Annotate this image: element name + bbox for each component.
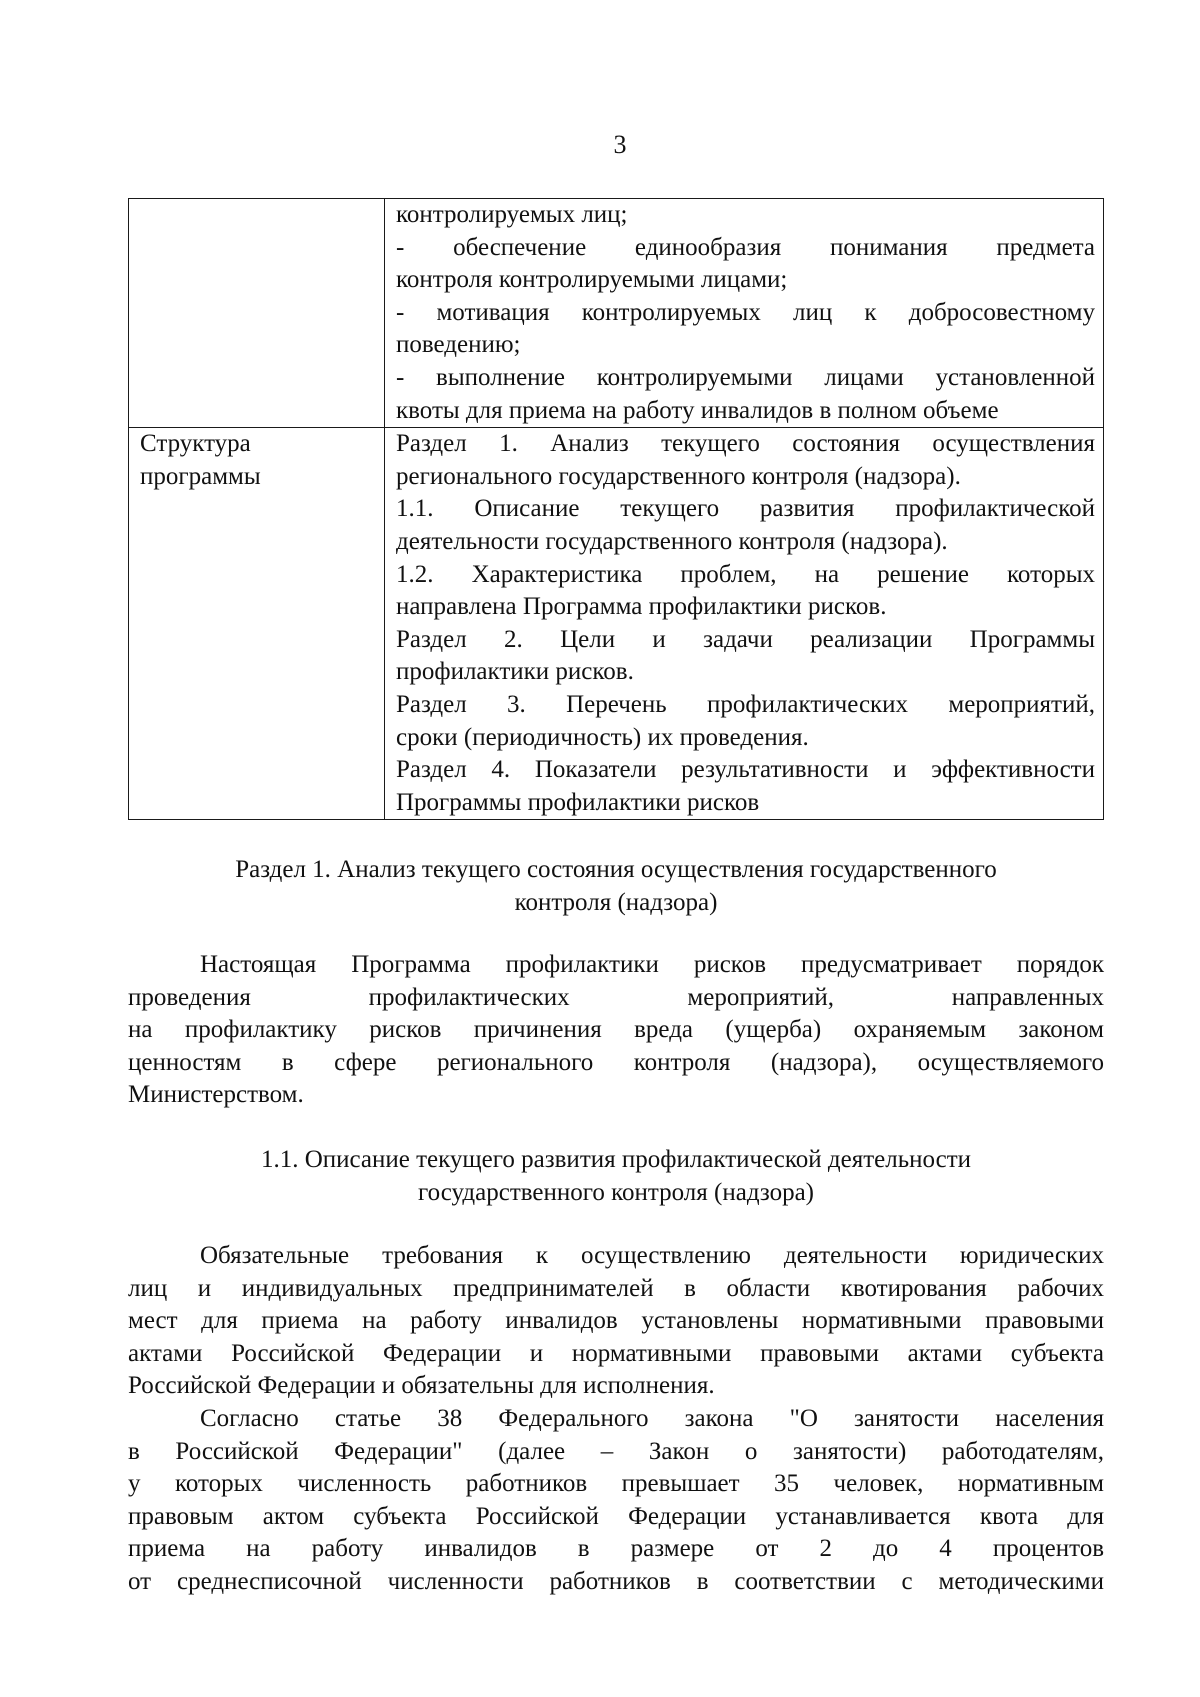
- heading-line: контроля (надзора): [514, 888, 718, 916]
- row-label-empty: [129, 199, 385, 428]
- structure-line: деятельности государственного контроля (надзора).: [396, 527, 948, 555]
- structure-line: Раздел 2. Цели и задачи реализации Программы: [396, 625, 1095, 653]
- heading-line: государственного контроля (надзора): [417, 1178, 815, 1206]
- structure-line: Раздел 4. Показатели результативности и эффективности: [396, 756, 1095, 784]
- paragraph-line: приема на работу инвалидов в размере от 2 до 4 процентов: [128, 1535, 1104, 1563]
- structure-label-line: программы: [140, 462, 261, 490]
- page-number: 3: [613, 130, 627, 159]
- structure-line: регионального государственного контроля (надзора).: [396, 462, 961, 490]
- paragraph-line: мест для приема на работу инвалидов установлены нормативными правовыми: [128, 1307, 1104, 1335]
- paragraph-line: от среднесписочной численности работников в соответствии с методическими: [128, 1567, 1104, 1595]
- paragraph-line: актами Российской Федерации и нормативными правовыми актами субъекта: [128, 1339, 1104, 1367]
- paragraph-line: ценностям в сфере регионального контроля (надзора), осуществляемого: [128, 1048, 1104, 1076]
- goals-line: - обеспечение единообразия понимания предмета: [396, 233, 1095, 261]
- structure-line: 1.2. Характеристика проблем, на решение которых: [396, 560, 1095, 588]
- subsection-1-1-paragraph-2: [128, 1403, 1104, 1599]
- paragraph-line: на профилактику рисков причинения вреда (ущерба) охраняемым законом: [128, 1016, 1104, 1044]
- structure-line: 1.1. Описание текущего развития профилактической: [396, 495, 1095, 523]
- subsection-1-1-paragraph-1: [128, 1240, 1104, 1403]
- structure-line: сроки (периодичность) их проведения.: [396, 723, 809, 751]
- paragraph-line: лиц и индивидуальных предпринимателей в области квотирования рабочих: [128, 1274, 1104, 1302]
- paragraph-line: Согласно статье 38 Федерального закона "О занятости населения: [200, 1405, 1104, 1432]
- heading-line: Раздел 1. Анализ текущего состояния осуществления государственного: [235, 856, 997, 883]
- section1-paragraph: [128, 949, 1104, 1112]
- paragraph-line: Настоящая Программа профилактики рисков предусматривает порядок: [200, 951, 1104, 978]
- structure-line: направлена Программа профилактики рисков.: [396, 593, 887, 621]
- section1-heading: [128, 854, 1104, 919]
- goals-line: квоты для приема на работу инвалидов в полном объеме: [396, 396, 999, 424]
- paragraph-line: в Российской Федерации" (далее – Закон о занятости) работодателям,: [128, 1437, 1104, 1465]
- structure-line: Раздел 1. Анализ текущего состояния осуществления: [396, 430, 1095, 458]
- structure-line: Программы профилактики рисков: [396, 788, 760, 816]
- structure-label-line: Структура: [140, 430, 251, 458]
- paragraph-line: Российской Федерации и обязательны для исполнения.: [128, 1372, 715, 1400]
- goals-line: контролируемых лиц;: [396, 201, 628, 228]
- table-row-goals-continued: [129, 199, 1104, 428]
- structure-label-cell: [129, 428, 385, 820]
- structure-content-cell: [385, 428, 1104, 820]
- goals-line: - выполнение контролируемыми лицами установленной: [396, 363, 1095, 391]
- goals-content-cell: [385, 199, 1104, 428]
- paragraph-line: правовым актом субъекта Российской Федерации устанавливается квота для: [128, 1502, 1104, 1530]
- program-passport-table: [128, 198, 1104, 820]
- structure-line: профилактики рисков.: [396, 658, 634, 686]
- heading-line: 1.1. Описание текущего развития профилактической деятельности: [260, 1146, 972, 1173]
- paragraph-line: у которых численность работников превышает 35 человек, нормативным: [128, 1470, 1104, 1498]
- goals-line: - мотивация контролируемых лиц к добросовестному: [396, 298, 1095, 326]
- paragraph-line: проведения профилактических мероприятий, направленных: [128, 983, 1104, 1011]
- paragraph-line: Обязательные требования к осуществлению деятельности юридических: [200, 1242, 1104, 1269]
- paragraph-line: Министерством.: [128, 1081, 304, 1109]
- table-row-structure: [129, 428, 1104, 820]
- goals-line: поведению;: [396, 331, 521, 359]
- subsection-1-1-heading: [128, 1144, 1104, 1209]
- goals-line: контроля контролируемыми лицами;: [396, 266, 788, 294]
- structure-line: Раздел 3. Перечень профилактических мероприятий,: [396, 690, 1095, 718]
